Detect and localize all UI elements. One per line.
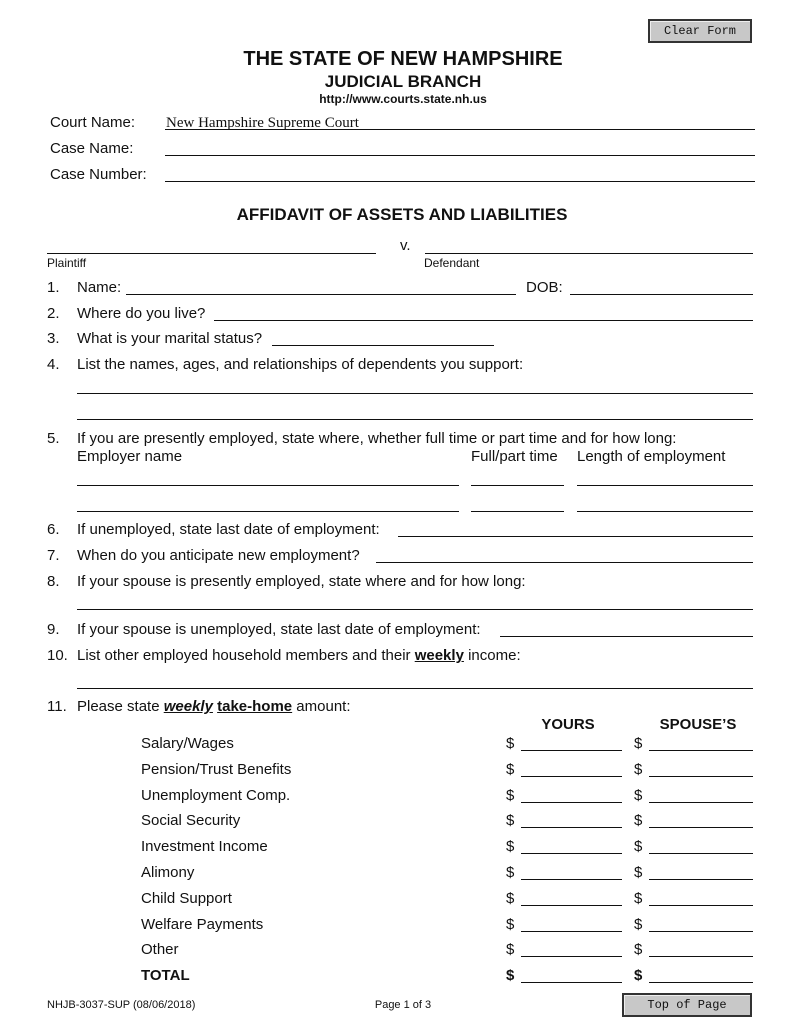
q7-label: When do you anticipate new employment? [77, 547, 360, 564]
currency-sign: $ [506, 941, 515, 959]
case-name-label: Case Name: [50, 140, 134, 157]
q9-label: If your spouse is unemployed, state last date of employment: [77, 621, 481, 638]
income-8-yours-field[interactable] [521, 956, 622, 957]
dob-field[interactable] [570, 294, 753, 295]
income-5-label: Alimony [141, 864, 195, 881]
versus-label: v. [400, 237, 411, 254]
currency-sign: $ [634, 838, 643, 856]
q9-number: 9. [47, 621, 60, 638]
q1-number: 1. [47, 279, 60, 296]
currency-sign: $ [634, 889, 643, 907]
currency-sign: $ [506, 812, 515, 830]
q5-number: 5. [47, 430, 60, 447]
clear-form-button[interactable]: Clear Form [648, 19, 752, 43]
employer-field-2[interactable] [77, 511, 459, 512]
income-6-spouse-field[interactable] [649, 905, 753, 906]
dob-label: DOB: [526, 279, 563, 296]
income-3-label: Social Security [141, 812, 241, 830]
full-part-time-field-2[interactable] [471, 511, 564, 512]
income-6-yours-field[interactable] [521, 905, 622, 906]
affidavit-title: AFFIDAVIT OF ASSETS AND LIABILITIES [236, 205, 568, 224]
state-heading: THE STATE OF NEW HAMPSHIRE [243, 48, 563, 70]
income-7-label: Welfare Payments [141, 915, 264, 933]
currency-sign: $ [634, 941, 643, 959]
q10-label: List other employed household members and their weekly income: [77, 647, 521, 664]
income-0-label: Salary/Wages [141, 735, 234, 752]
currency-sign: $ [506, 915, 515, 933]
income-1-spouse-field[interactable] [649, 776, 753, 777]
form-code: NHJB-3037-SUP (08/06/2018) [47, 999, 196, 1011]
case-name-field[interactable] [165, 155, 755, 156]
q4-label: List the names, ages, and relationships of dependents you support: [77, 356, 524, 373]
court-name-value[interactable]: New Hampshire Supreme Court [166, 115, 359, 131]
spouse-last-employment-field[interactable] [500, 636, 753, 637]
currency-sign: $ [634, 760, 643, 778]
q2-number: 2. [47, 305, 60, 322]
yours-header: YOURS [541, 716, 595, 733]
currency-sign: $ [634, 967, 643, 985]
branch-heading: JUDICIAL BRANCH [324, 72, 482, 91]
case-number-label: Case Number: [50, 166, 147, 183]
total-spouse-field[interactable] [649, 982, 753, 983]
full-part-time-header: Full/part time [471, 448, 558, 465]
q3-number: 3. [47, 330, 60, 347]
employer-field-1[interactable] [77, 485, 459, 486]
q3-label: What is your marital status? [77, 330, 263, 347]
employer-name-header: Employer name [77, 448, 183, 465]
length-field-1[interactable] [577, 485, 753, 486]
currency-sign: $ [506, 735, 515, 752]
spouse-employment-field[interactable] [77, 609, 753, 610]
top-of-page-button[interactable]: Top of Page [622, 993, 752, 1017]
q5-label: If you are presently employed, state where, whether full time or part time and for how long: [77, 430, 677, 447]
q10-number: 10. [47, 647, 68, 664]
q11-number: 11. [47, 698, 67, 715]
household-members-field[interactable] [77, 688, 753, 689]
name-field[interactable] [126, 294, 516, 295]
income-0-yours-field[interactable] [521, 750, 622, 751]
court-name-field[interactable] [165, 129, 755, 130]
currency-sign: $ [506, 786, 515, 804]
case-number-field[interactable] [165, 181, 755, 182]
defendant-field[interactable] [425, 253, 753, 254]
income-7-spouse-field[interactable] [649, 931, 753, 932]
dependents-field-2[interactable] [77, 419, 753, 420]
income-4-yours-field[interactable] [521, 853, 622, 854]
last-employment-date-field[interactable] [398, 536, 753, 537]
plaintiff-label: Plaintiff [47, 256, 87, 270]
plaintiff-field[interactable] [47, 253, 376, 254]
q6-number: 6. [47, 521, 60, 538]
q7-number: 7. [47, 547, 60, 564]
currency-sign: $ [506, 838, 515, 856]
income-0-spouse-field[interactable] [649, 750, 753, 751]
court-name-label: Court Name: [50, 114, 136, 131]
length-employment-header: Length of employment [577, 448, 726, 465]
income-6-label: Child Support [141, 889, 232, 907]
q4-number: 4. [47, 356, 60, 373]
income-8-spouse-field[interactable] [649, 956, 753, 957]
residence-field[interactable] [214, 320, 753, 321]
currency-sign: $ [506, 889, 515, 907]
currency-sign: $ [634, 915, 643, 933]
defendant-label: Defendant [424, 256, 480, 270]
total-yours-field[interactable] [521, 982, 622, 983]
q6-label: If unemployed, state last date of employment: [77, 521, 380, 538]
q8-number: 8. [47, 573, 60, 590]
currency-sign: $ [634, 812, 643, 830]
currency-sign: $ [634, 735, 643, 752]
income-8-label: Other [141, 941, 179, 959]
q2-label: Where do you live? [77, 305, 206, 322]
income-4-spouse-field[interactable] [649, 853, 753, 854]
income-2-yours-field[interactable] [521, 802, 622, 803]
income-5-spouse-field[interactable] [649, 879, 753, 880]
court-url: http://www.courts.state.nh.us [319, 92, 487, 106]
income-4-label: Investment Income [141, 838, 268, 856]
marital-status-field[interactable] [272, 345, 494, 346]
currency-sign: $ [634, 864, 643, 881]
currency-sign: $ [506, 864, 515, 881]
income-1-yours-field[interactable] [521, 776, 622, 777]
income-3-spouse-field[interactable] [649, 827, 753, 828]
income-2-spouse-field[interactable] [649, 802, 753, 803]
income-3-yours-field[interactable] [521, 827, 622, 828]
new-employment-field[interactable] [376, 562, 753, 563]
q1-label: Name: [77, 279, 122, 296]
page-number: Page 1 of 3 [374, 999, 432, 1011]
q11-label: Please state weekly take-home amount: [77, 698, 351, 715]
full-part-time-field-1[interactable] [471, 485, 564, 486]
income-5-yours-field[interactable] [521, 879, 622, 880]
length-field-2[interactable] [577, 511, 753, 512]
spouses-header: SPOUSE’S [659, 716, 737, 733]
income-1-label: Pension/Trust Benefits [141, 760, 292, 778]
currency-sign: $ [506, 967, 515, 985]
income-7-yours-field[interactable] [521, 931, 622, 932]
income-2-label: Unemployment Comp. [141, 786, 291, 804]
q8-label: If your spouse is presently employed, state where and for how long: [77, 573, 526, 590]
currency-sign: $ [634, 786, 643, 804]
currency-sign: $ [506, 760, 515, 778]
dependents-field-1[interactable] [77, 393, 753, 394]
total-label: TOTAL [141, 967, 190, 985]
